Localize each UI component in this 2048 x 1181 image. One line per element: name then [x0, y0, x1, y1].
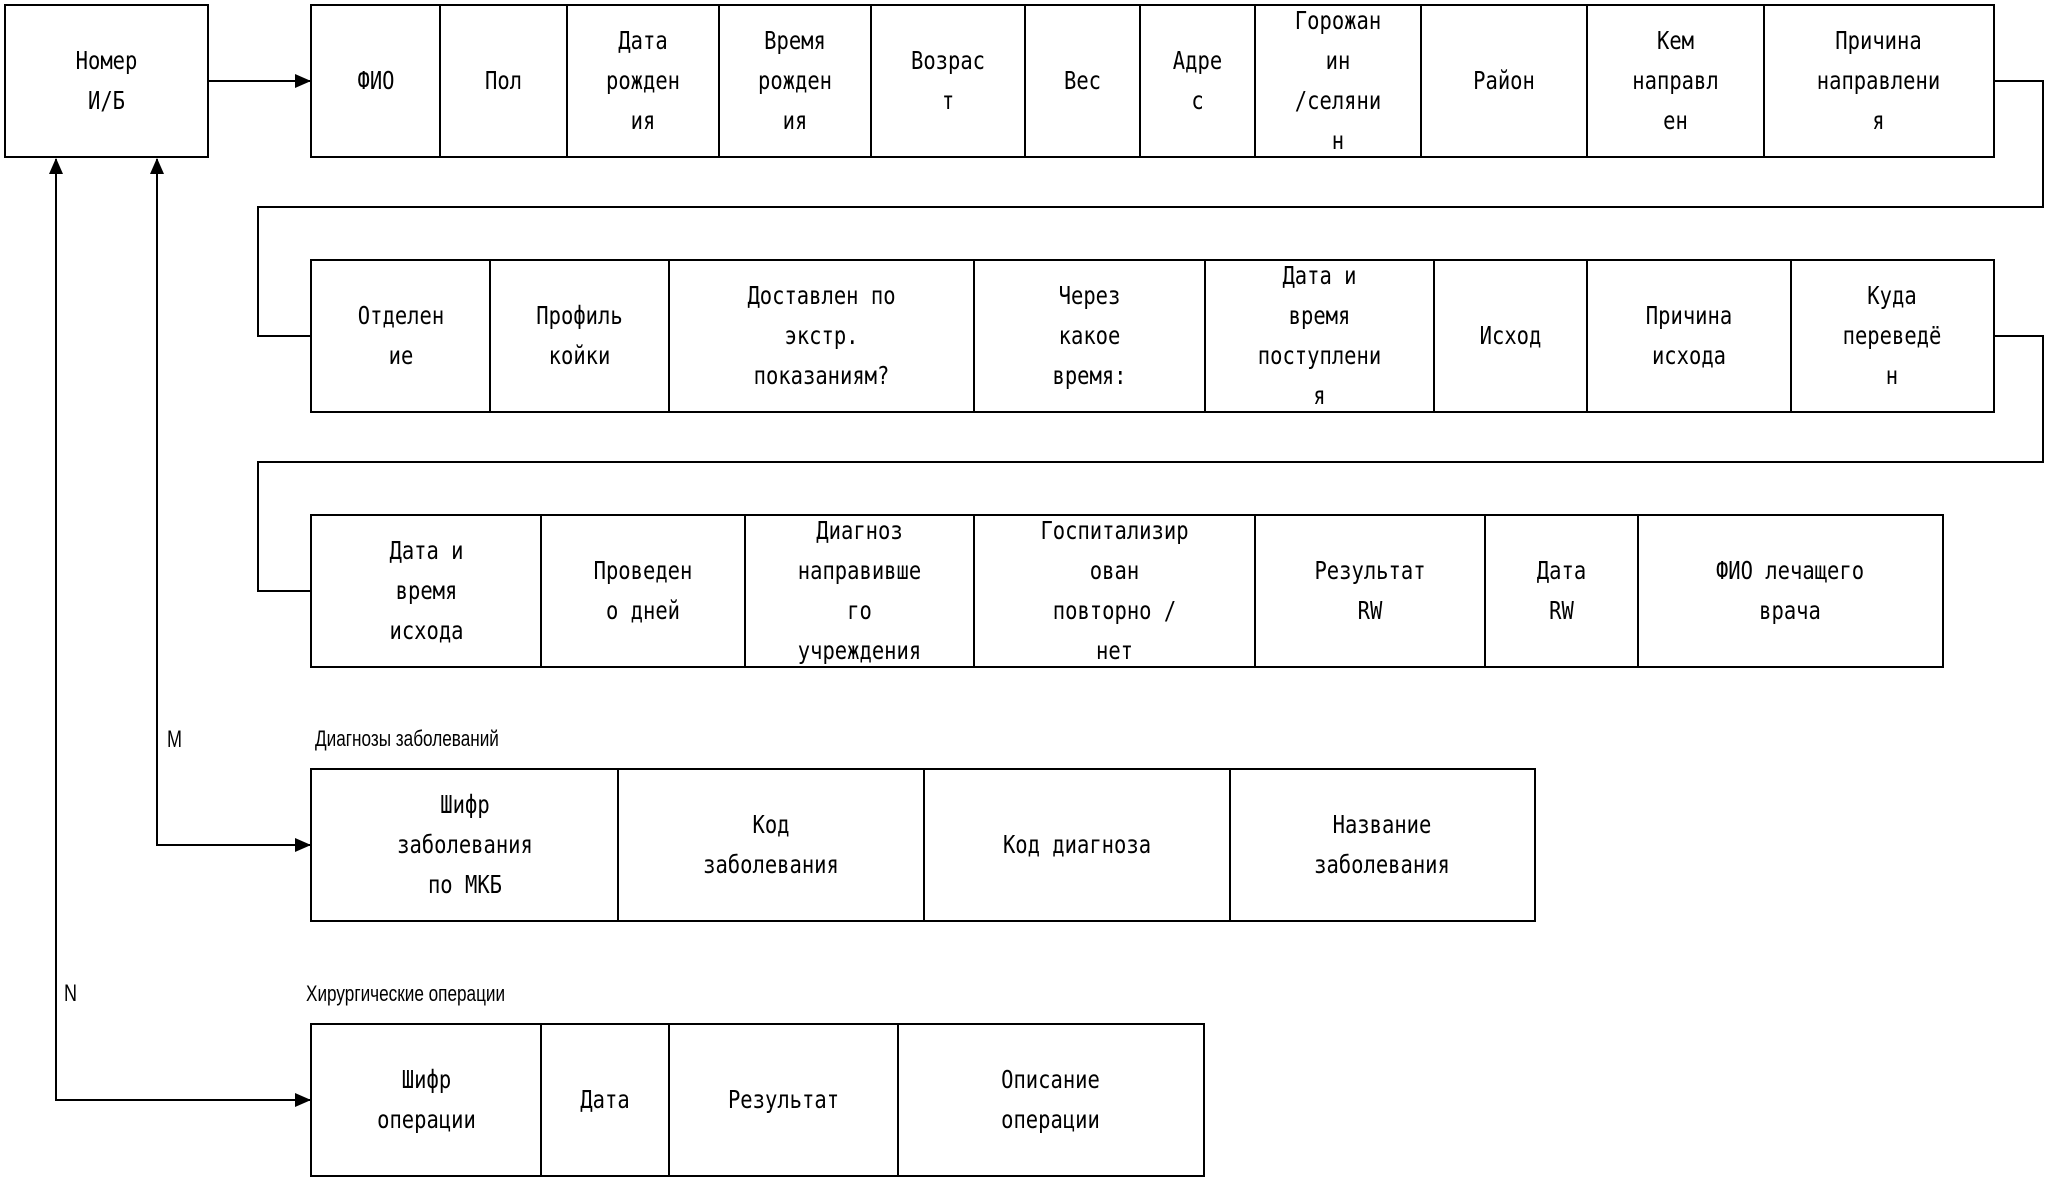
row1-separator	[1763, 6, 1765, 156]
ops-attribute-cell: Шифр операции	[377, 1065, 476, 1134]
row1-separator	[1586, 6, 1588, 156]
ops-separator	[668, 1025, 670, 1175]
row3-attribute-cell: Результат RW	[1314, 556, 1426, 625]
row1-separator	[870, 6, 872, 156]
row1-attribute-cell: Адре с	[1172, 46, 1223, 115]
row2-attribute-cell: Доставлен по экстр. показаниям?	[747, 281, 896, 390]
row2-separator	[1790, 261, 1792, 411]
record-number-label: Номер И/Б	[75, 46, 138, 115]
row3-separator	[973, 516, 975, 666]
row1-attribute-cell: Пол	[484, 66, 523, 95]
row2-separator	[1433, 261, 1435, 411]
row2-attribute-cell: Причина исхода	[1645, 301, 1733, 370]
row1-attribute-cell: ФИО	[357, 66, 395, 95]
ops-attribute-cell: Дата	[580, 1085, 630, 1114]
row1-attribute-cell: Район	[1473, 66, 1535, 95]
diag-attribute-cell: Код диагноза	[1002, 830, 1152, 859]
row2-attribute-cell: Исход	[1479, 321, 1542, 350]
row3-attribute-cell: Проведен о дней	[593, 556, 693, 625]
entity-to-operations-connector	[56, 160, 310, 1100]
row1-separator	[1254, 6, 1256, 156]
operations-table	[310, 1023, 1205, 1177]
ops-attribute-cell: Результат	[727, 1085, 840, 1114]
attributes-row-2	[310, 259, 1995, 413]
ops-separator	[897, 1025, 899, 1175]
row3-separator	[1484, 516, 1486, 666]
row2-attribute-cell: Куда переведё н	[1842, 281, 1942, 390]
diag-separator	[923, 770, 925, 920]
row3-attribute-cell: Госпитализир ован повторно / нет	[1040, 516, 1189, 665]
ops-attribute-cell: Описание операции	[1001, 1065, 1100, 1134]
row1-attribute-cell: Дата рожден ия	[605, 26, 681, 135]
row1-attribute-cell: Кем направл ен	[1632, 26, 1719, 135]
diag-attribute-cell: Название заболевания	[1314, 810, 1450, 879]
row1-separator	[439, 6, 441, 156]
row3-separator	[744, 516, 746, 666]
row2-attribute-cell: Профиль койки	[536, 301, 623, 370]
row1-attribute-cell: Возрас т	[910, 46, 986, 115]
diag-attribute-cell: Код заболевания	[703, 810, 839, 879]
row3-attribute-cell: Дата RW	[1536, 556, 1587, 625]
row2-attribute-cell: Через какое время:	[1052, 281, 1127, 390]
row1-separator	[566, 6, 568, 156]
row3-attribute-cell: Дата и время исхода	[389, 536, 464, 645]
row2-separator	[1204, 261, 1206, 411]
row2-separator	[668, 261, 670, 411]
diag-separator	[1229, 770, 1231, 920]
row3-separator	[1637, 516, 1639, 666]
attributes-row-3	[310, 514, 1944, 668]
row1-separator	[718, 6, 720, 156]
row3-attribute-cell: Диагноз направивше го учреждения	[797, 516, 922, 665]
attributes-row-1	[310, 4, 1995, 158]
row2-attribute-cell: Дата и время поступлени я	[1257, 261, 1382, 410]
diagnoses-table	[310, 768, 1536, 922]
diagnoses-caption: Диагнозы заболеваний	[315, 726, 499, 751]
row3-attribute-cell: ФИО лечащего врача	[1715, 556, 1865, 625]
row3-separator	[1254, 516, 1256, 666]
row1-separator	[1024, 6, 1026, 156]
row1-attribute-cell: Вес	[1063, 66, 1102, 95]
row1-attribute-cell: Горожан ин /селяни н	[1294, 6, 1382, 155]
row2-attribute-cell: Отделен ие	[357, 301, 445, 370]
row2-separator	[1586, 261, 1588, 411]
row1-separator	[1139, 6, 1141, 156]
operations-multiplicity: N	[64, 980, 78, 1007]
row2-separator	[489, 261, 491, 411]
row1-attribute-cell: Время рожден ия	[757, 26, 833, 135]
diag-separator	[617, 770, 619, 920]
record-number-box	[4, 4, 209, 158]
row2-separator	[973, 261, 975, 411]
ops-separator	[540, 1025, 542, 1175]
row3-separator	[540, 516, 542, 666]
row1-separator	[1420, 6, 1422, 156]
diagnoses-multiplicity: M	[167, 726, 182, 753]
operations-caption: Хирургические операции	[306, 981, 506, 1006]
row1-attribute-cell: Причина направлени я	[1816, 26, 1941, 135]
diag-attribute-cell: Шифр заболевания по МКБ	[397, 790, 533, 899]
